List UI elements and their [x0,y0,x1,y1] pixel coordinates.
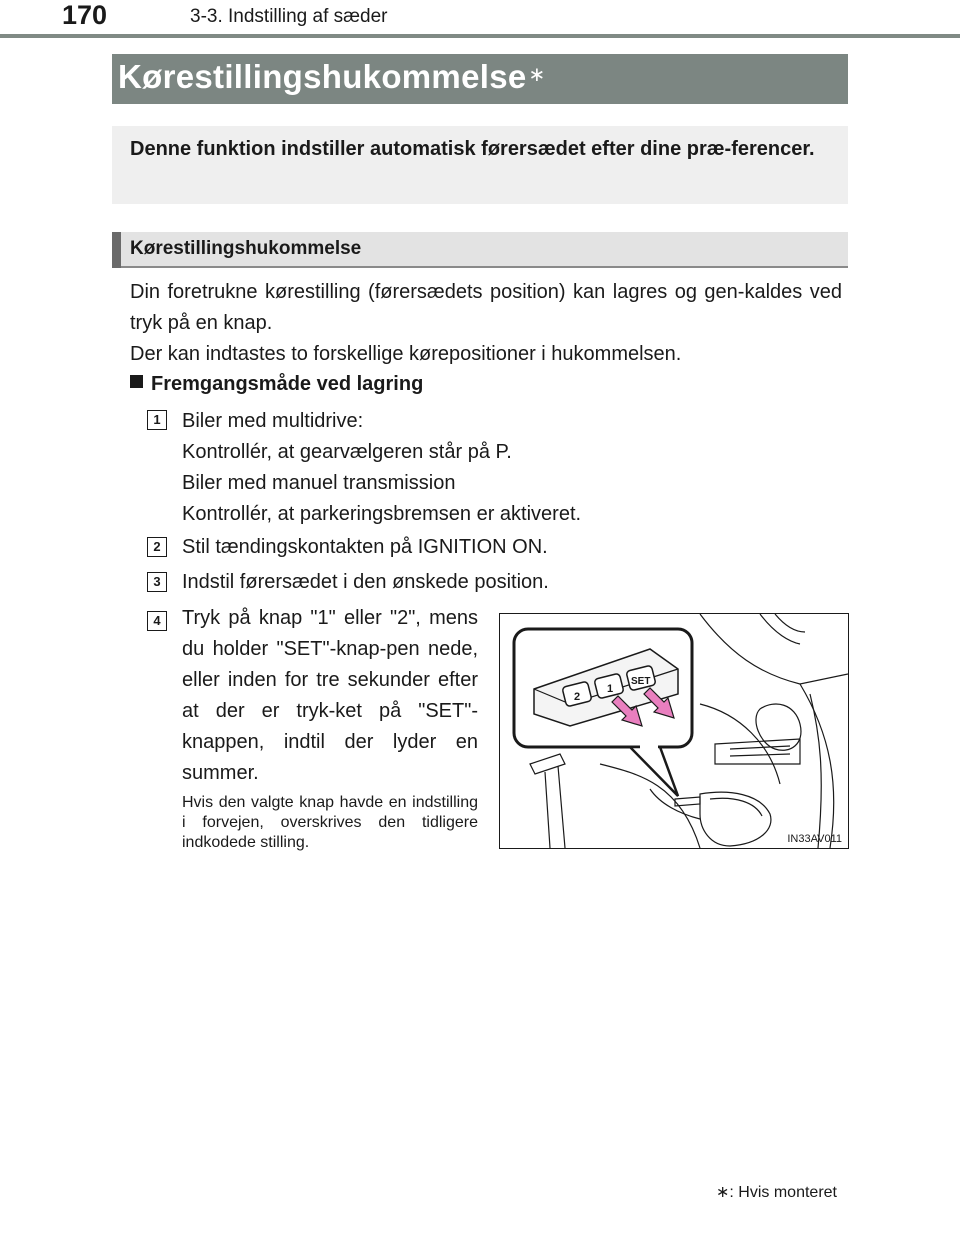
step-line: Biler med multidrive: [182,410,364,432]
step-number: 1 [147,410,167,430]
section-header: 3-3. Indstilling af sæder [190,6,388,27]
page-title [118,57,546,97]
step-4-text: Tryk på knap "1" eller "2", mens du holder "SET"-knap-pen nede, eller inden for tre sekunder efter at der er tryk-ket på "SET"-knappen, indtil der lyder en summer. [182,607,478,784]
step-line: Biler med manuel transmission [182,472,456,494]
body-paragraph [130,277,842,370]
intro-text: Denne funktion indstiller automatisk førersædet efter dine præ-ferencer. [130,138,815,160]
step-number: 2 [147,537,167,557]
asterisk-mark: ∗ [528,64,546,86]
header-rule [0,34,960,38]
step-number: 4 [147,611,167,631]
subheading: Kørestillingshukommelse [130,238,362,259]
button-set-label: SET [631,676,651,687]
step-line: Kontrollér, at gearvælgeren står på P. [182,441,512,463]
step-3-text: Indstil førersædet i den ønskede position. [182,571,549,593]
step-number: 3 [147,572,167,592]
page-title-text: Kørestillingshukommelse [118,58,527,95]
figure-code: IN33AV011 [787,833,842,845]
illustration-figure [499,613,849,849]
square-bullet-icon [130,375,143,388]
step-4-note: Hvis den valgte knap havde en indstilling i forvejen, overskrives den tidligere indkodede stilling. [182,794,478,851]
button-2-label: 2 [574,691,581,703]
procedure-heading-text: Fremgangsmåde ved lagring [151,373,424,395]
footnote: ∗: Hvis monteret [716,1184,837,1201]
procedure-heading [130,369,423,400]
page-number: 170 [62,0,108,30]
step-2-text: Stil tændingskontakten på IGNITION ON. [182,536,548,558]
step-1-text [182,406,581,530]
paragraph-line: Der kan indtastes to forskellige kørepositioner i hukommelsen. [130,343,682,365]
door-panel-illustration [500,614,848,848]
subheading-accent [112,232,121,268]
step-line: Kontrollér, at parkeringsbremsen er aktiveret. [182,503,582,525]
paragraph-line: Din foretrukne kørestilling (førersædets position) kan lagres og gen-kaldes ved tryk på en knap. [130,281,842,334]
button-1-label: 1 [607,683,614,695]
